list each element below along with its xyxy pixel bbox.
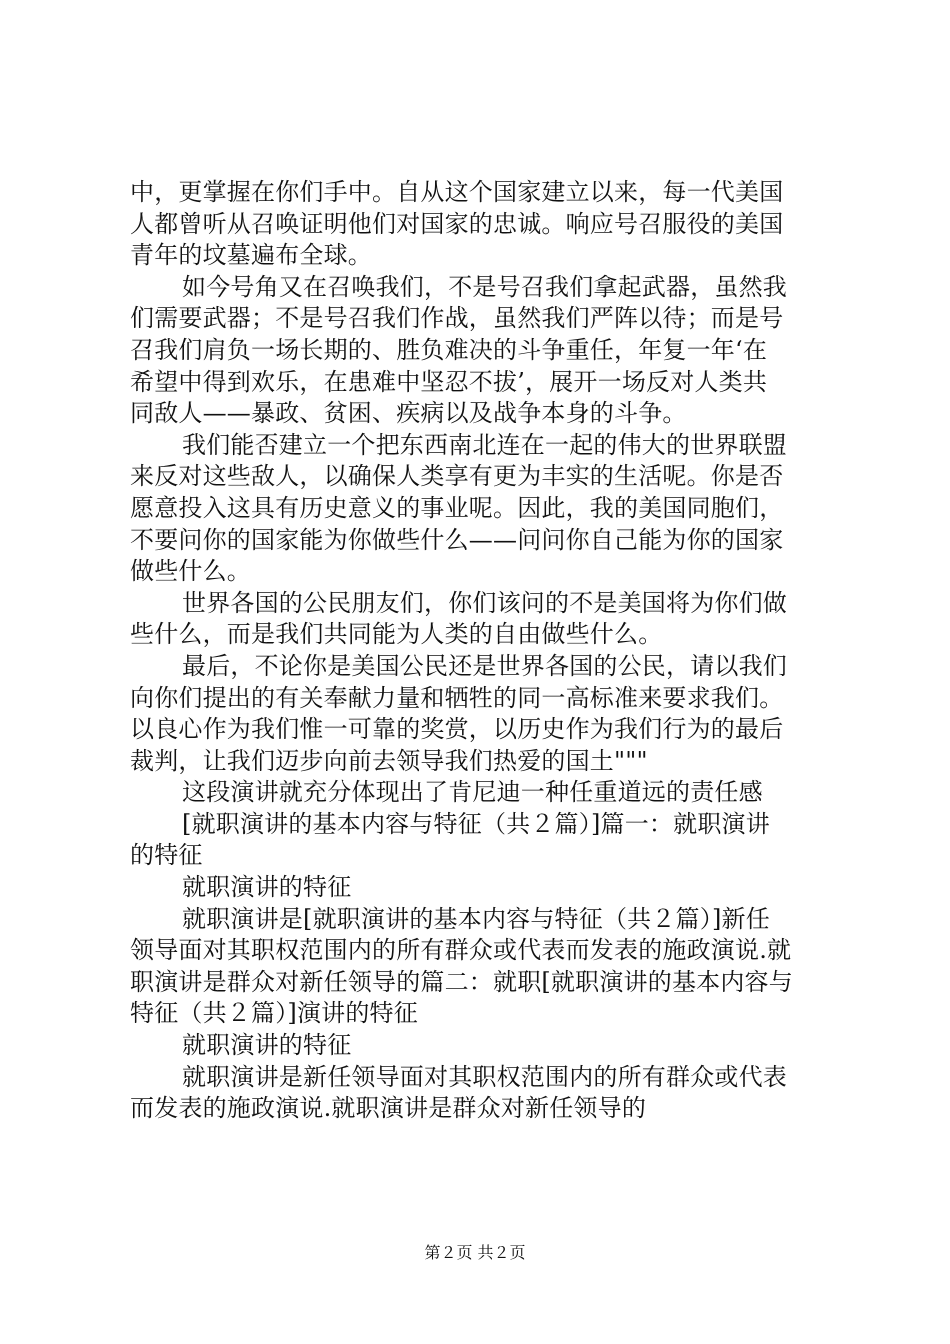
text-line: 不要问你的国家能为你做些什么——问问你自己能为你的国家 xyxy=(130,525,784,554)
text-line: 青年的坟墓遍布全球。 xyxy=(130,241,372,270)
text-line: 最后，不论你是美国公民还是世界各国的公民，请以我们 xyxy=(182,651,787,680)
text-line: 同敌人——暴政、贫困、疾病以及战争本身的斗争。 xyxy=(130,399,687,428)
text-line: 世界各国的公民朋友们，你们该问的不是美国将为你们做 xyxy=(182,588,787,617)
text-line: 我们能否建立一个把东西南北连在一起的伟大的世界联盟 xyxy=(182,430,787,459)
text-line: 而发表的施政演说.就职演讲是群众对新任领导的 xyxy=(130,1094,647,1123)
text-line: 人都曾听从召唤证明他们对国家的忠诚。响应号召服役的美国 xyxy=(130,209,784,238)
text-line: 就职演讲的特征 xyxy=(182,873,352,902)
text-line: 做些什么。 xyxy=(130,557,251,586)
page-footer: 第２页 共２页 xyxy=(424,1243,526,1262)
text-line: [就职演讲的基本内容与特征（共２篇）]篇一：就职演讲 xyxy=(182,809,770,838)
text-line: 就职演讲的特征 xyxy=(182,1031,352,1060)
text-line: 召我们肩负一场长期的、胜负难决的斗争重任，年复一年‘在 xyxy=(130,335,768,364)
text-line: 的特征 xyxy=(130,841,203,870)
text-line: 领导面对其职权范围内的所有群众或代表而发表的施政演说.就 xyxy=(130,936,792,965)
text-line: 特征（共２篇）]演讲的特征 xyxy=(130,999,418,1028)
text-line: 裁判，让我们迈步向前去领导我们热爱的国土""" xyxy=(130,746,648,775)
text-line: 职演讲是群众对新任领导的篇二：就职[就职演讲的基本内容与 xyxy=(130,967,793,996)
text-line: 来反对这些敌人，以确保人类享有更为丰实的生活呢。你是否 xyxy=(130,462,784,491)
document-body xyxy=(130,177,830,1125)
text-line: 希望中得到欢乐，在患难中坚忍不拔’，展开一场反对人类共 xyxy=(130,367,768,396)
text-line: 就职演讲是[就职演讲的基本内容与特征（共２篇）]新任 xyxy=(182,904,770,933)
text-line: 向你们提出的有关奉献力量和牺牲的同一高标准来要求我们。 xyxy=(130,683,784,712)
text-line: 些什么，而是我们共同能为人类的自由做些什么。 xyxy=(130,620,663,649)
text-line: 如今号角又在召唤我们，不是号召我们拿起武器，虽然我 xyxy=(182,272,787,301)
text-line: 愿意投入这具有历史意义的事业呢。因此，我的美国同胞们， xyxy=(130,493,784,522)
text-line: 中，更掌握在你们手中。自从这个国家建立以来，每一代美国 xyxy=(130,178,784,206)
text-line: 就职演讲是新任领导面对其职权范围内的所有群众或代表 xyxy=(182,1062,787,1091)
text-line: 这段演讲就充分体现出了肯尼迪一种任重道远的责任感 xyxy=(182,778,763,807)
text-line: 们需要武器；不是号召我们作战，虽然我们严阵以待；而是号 xyxy=(130,304,784,333)
text-line: 以良心作为我们惟一可靠的奖赏，以历史作为我们行为的最后 xyxy=(130,715,784,744)
